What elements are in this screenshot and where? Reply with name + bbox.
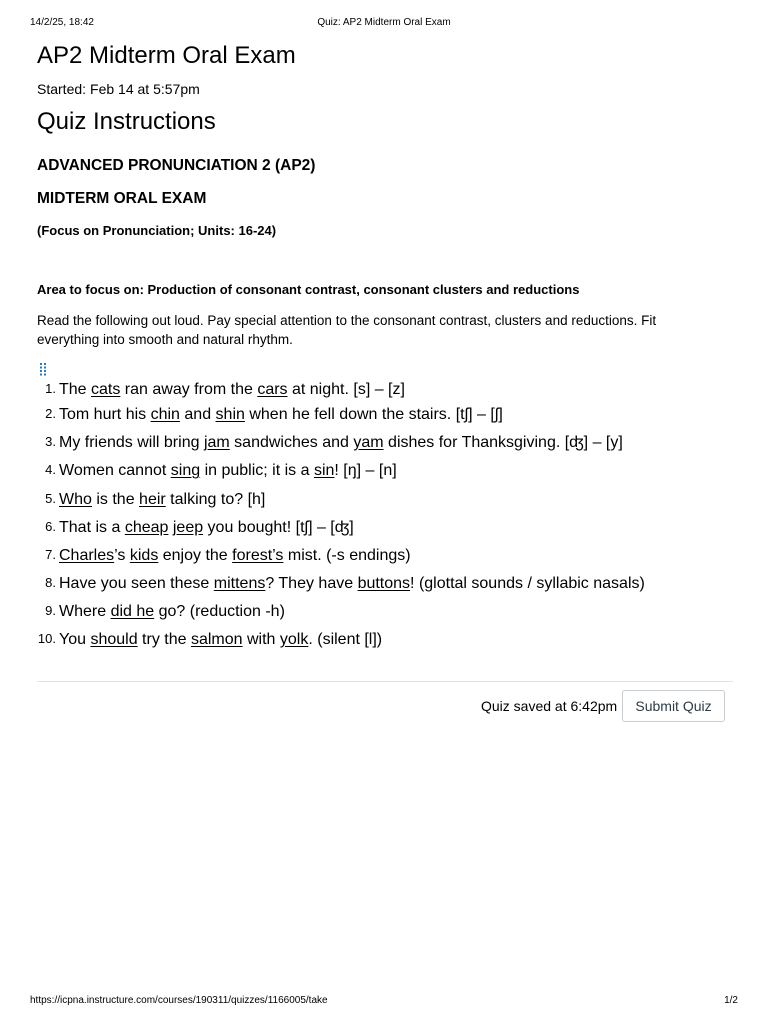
item-number: 3. xyxy=(45,434,56,449)
underlined-word: shin xyxy=(215,406,245,423)
sentence-text: sandwiches and xyxy=(229,434,354,451)
underlined-word: cats xyxy=(91,381,121,398)
print-page-number: 1/2 xyxy=(724,995,738,1006)
directions-paragraph: Read the following out loud. Pay special attention to the consonant contrast, clusters and reductions. Fit everything into smooth and natural rhythm. xyxy=(37,313,657,347)
sentence-text: Women cannot xyxy=(59,462,171,479)
sentence-text: ? They have xyxy=(265,575,358,592)
sentence-text: you bought! [tʃ] – [ʤ] xyxy=(203,519,354,536)
item-number: 5. xyxy=(45,491,56,506)
underlined-word: sing xyxy=(170,462,201,479)
underlined-word: kids xyxy=(129,547,159,564)
item-number: 1. xyxy=(45,381,56,396)
sentence-text: dishes for Thanksgiving. [ʤ] – [y] xyxy=(383,434,623,451)
sentence-text: at night. [s] – [z] xyxy=(287,381,405,398)
sentence-text: ran away from the xyxy=(120,381,258,398)
sentence-text: My friends will bring xyxy=(59,434,204,451)
item-number: 2. xyxy=(45,406,56,421)
underlined-word: should xyxy=(90,631,138,648)
sentence-text: talking to? [h] xyxy=(165,491,266,508)
sentence-item xyxy=(37,517,354,538)
sentence-text: is the xyxy=(91,491,140,508)
drag-handle-icon[interactable] xyxy=(38,362,48,376)
sentence-text: Tom hurt his xyxy=(59,406,151,423)
underlined-word: buttons xyxy=(357,575,411,592)
underlined-word: sin xyxy=(313,462,335,479)
item-number: 9. xyxy=(45,603,56,618)
quiz-started xyxy=(37,80,200,98)
quiz-title: AP2 Midterm Oral Exam xyxy=(37,42,296,69)
divider xyxy=(37,681,733,682)
sentence-item xyxy=(37,432,623,453)
sentence-text: enjoy the xyxy=(158,547,233,564)
item-number: 7. xyxy=(45,547,56,562)
sentence-text: go? (reduction -h) xyxy=(154,603,285,620)
sentence-text: ’s xyxy=(114,547,130,564)
sentence-item xyxy=(37,545,411,566)
sentence-text: ! (glottal sounds / syllabic nasals) xyxy=(410,575,645,592)
sentence-item xyxy=(37,379,405,400)
sentence-text: The xyxy=(59,381,92,398)
print-footer xyxy=(0,995,768,1009)
underlined-word: jam xyxy=(203,434,230,451)
sentence-text: try the xyxy=(137,631,191,648)
print-url: https://icpna.instructure.com/courses/190311/quizzes/1166005/take xyxy=(30,995,328,1006)
sentence-item xyxy=(37,489,265,510)
underlined-word: cars xyxy=(257,381,288,398)
sentence-text: in public; it is a xyxy=(200,462,314,479)
started-label: Started: xyxy=(37,81,87,97)
sentence-text: with xyxy=(242,631,280,648)
focus-note: (Focus on Pronunciation; Units: 16-24) xyxy=(37,223,277,238)
sentence-item xyxy=(37,404,503,425)
sentence-text: and xyxy=(179,406,216,423)
area-focus: Area to focus on: Production of consonant contrast, consonant clusters and reductions xyxy=(37,282,580,297)
item-number: 6. xyxy=(45,519,56,534)
underlined-word: heir xyxy=(139,491,166,508)
underlined-word: forest’s xyxy=(232,547,284,564)
started-value: Feb 14 at 5:57pm xyxy=(90,81,200,97)
underlined-word: chin xyxy=(150,406,180,423)
quiz-saved-status: Quiz saved at 6:42pm xyxy=(481,698,618,714)
underlined-word: yam xyxy=(353,434,384,451)
sentence-item xyxy=(37,573,645,594)
sentence-text: ! [ŋ] – [n] xyxy=(334,462,397,479)
sentence-text: Where xyxy=(59,603,111,620)
instructions-heading: Quiz Instructions xyxy=(37,108,216,135)
underlined-word: Who xyxy=(59,491,92,508)
print-header xyxy=(0,17,768,31)
underlined-word: yolk xyxy=(279,631,309,648)
sentence-text: You xyxy=(59,631,91,648)
exam-title: MIDTERM ORAL EXAM xyxy=(37,190,207,207)
underlined-word: did he xyxy=(110,603,155,620)
underlined-word: salmon xyxy=(190,631,243,648)
underlined-word: Charles xyxy=(59,547,115,564)
course-title: ADVANCED PRONUNCIATION 2 (AP2) xyxy=(37,157,316,174)
print-page-title: Quiz: AP2 Midterm Oral Exam xyxy=(317,17,451,28)
sentence-item xyxy=(37,460,397,481)
underlined-word: cheap xyxy=(124,519,169,536)
print-timestamp: 14/2/25, 18:42 xyxy=(30,17,94,28)
sentence-text: mist. (-s endings) xyxy=(283,547,411,564)
underlined-word: jeep xyxy=(172,519,204,536)
submit-quiz-button[interactable]: Submit Quiz xyxy=(622,690,725,722)
item-number: 10. xyxy=(37,631,56,646)
item-number: 8. xyxy=(45,575,56,590)
underlined-word: mittens xyxy=(213,575,266,592)
sentence-item xyxy=(37,601,285,622)
sentence-item xyxy=(37,629,382,650)
sentence-text: That is a xyxy=(59,519,125,536)
sentence-text: Have you seen these xyxy=(59,575,214,592)
sentence-text: when he fell down the stairs. [tʃ] – [ʃ] xyxy=(244,406,503,423)
item-number: 4. xyxy=(45,462,56,477)
sentence-text: . (silent [l]) xyxy=(308,631,383,648)
